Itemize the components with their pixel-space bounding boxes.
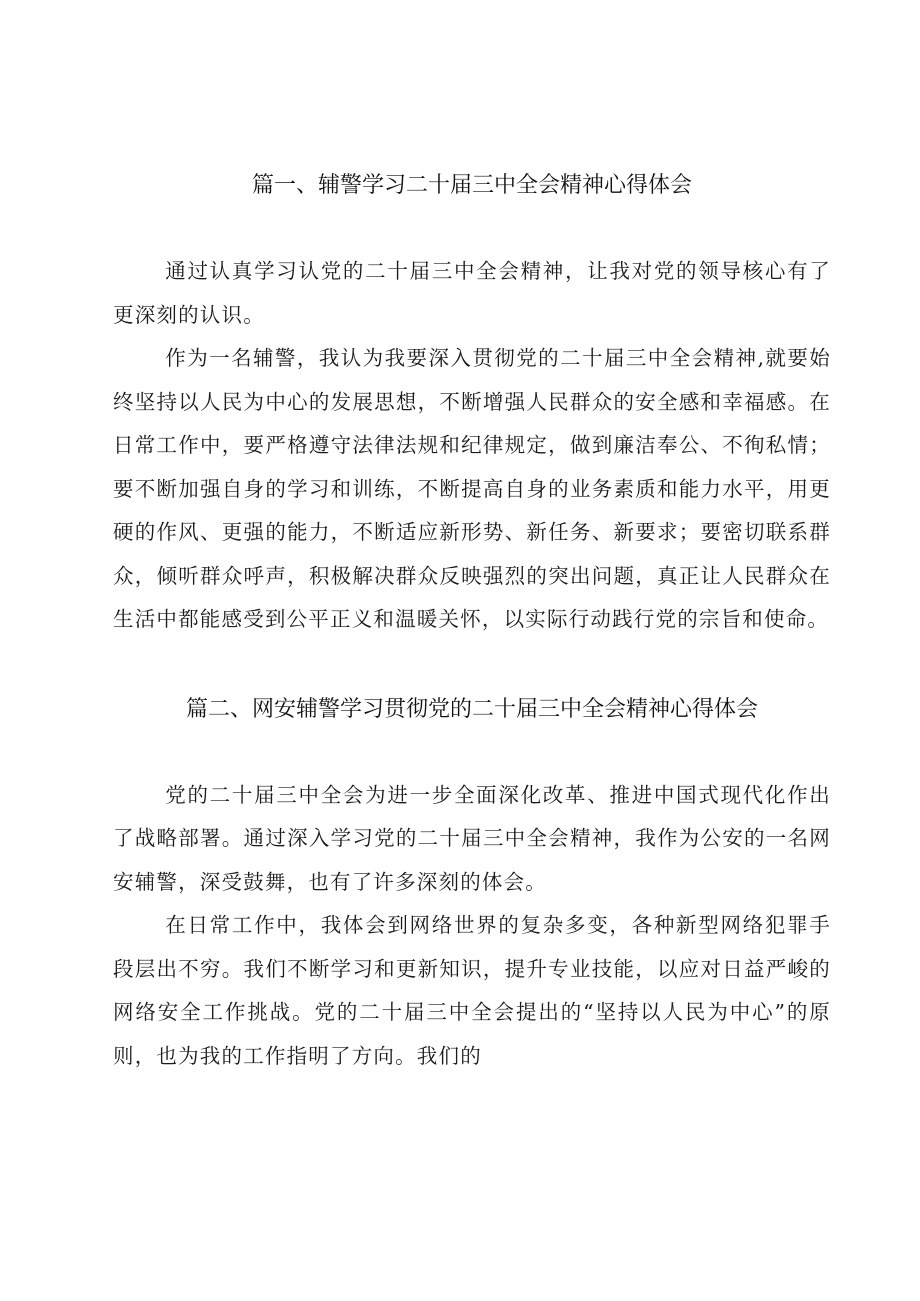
section-2-paragraph-2: 在日常工作中，我体会到网络世界的复杂多变，各种新型网络犯罪手段层出不穷。我们不断学习和更新知识，提升专业技能，以应对日益严峻的网络安全工作挑战。党的二十届三中全会提出的“坚持以人民为中心”的原则，也为我的工作指明了方向。我们的 [113, 913, 831, 1068]
section-1-paragraph-2: 作为一名辅警，我认为我要深入贯彻党的二十届三中全会精神,就要始终坚持以人民为中心的发展思想，不断增强人民群众的安全感和幸福感。在日常工作中，要严格遵守法律法规和纪律规定，做到廉洁奉公、不徇私情；要不断加强自身的学习和训练，不断提高自身的业务素质和能力水平，用更硬的作风、更强的能力，不断适应新形势、新任务、新要求；要密切联系群众，倾听群众呼声，积极解决群众反映强烈的突出问题，真正让人民群众在生活中都能感受到公平正义和温暖关怀，以实际行动践行党的宗旨和使命。 [113, 346, 831, 631]
section-2-heading: 篇二、网安辅警学习贯彻党的二十届三中全会精神心得体会 [185, 696, 758, 722]
section-1-paragraph-1: 通过认真学习认党的二十届三中全会精神，让我对党的领导核心有了更深刻的认识。 [113, 259, 831, 327]
document-content [113, 164, 831, 1078]
section-2-paragraph-1: 党的二十届三中全会为进一步全面深化改革、推进中国式现代化作出了战略部署。通过深入学习党的二十届三中全会精神，我作为公安的一名网安辅警，深受鼓舞，也有了许多深刻的体会。 [113, 782, 831, 894]
section-1-heading: 篇一、辅警学习二十届三中全会精神心得体会 [251, 173, 692, 198]
